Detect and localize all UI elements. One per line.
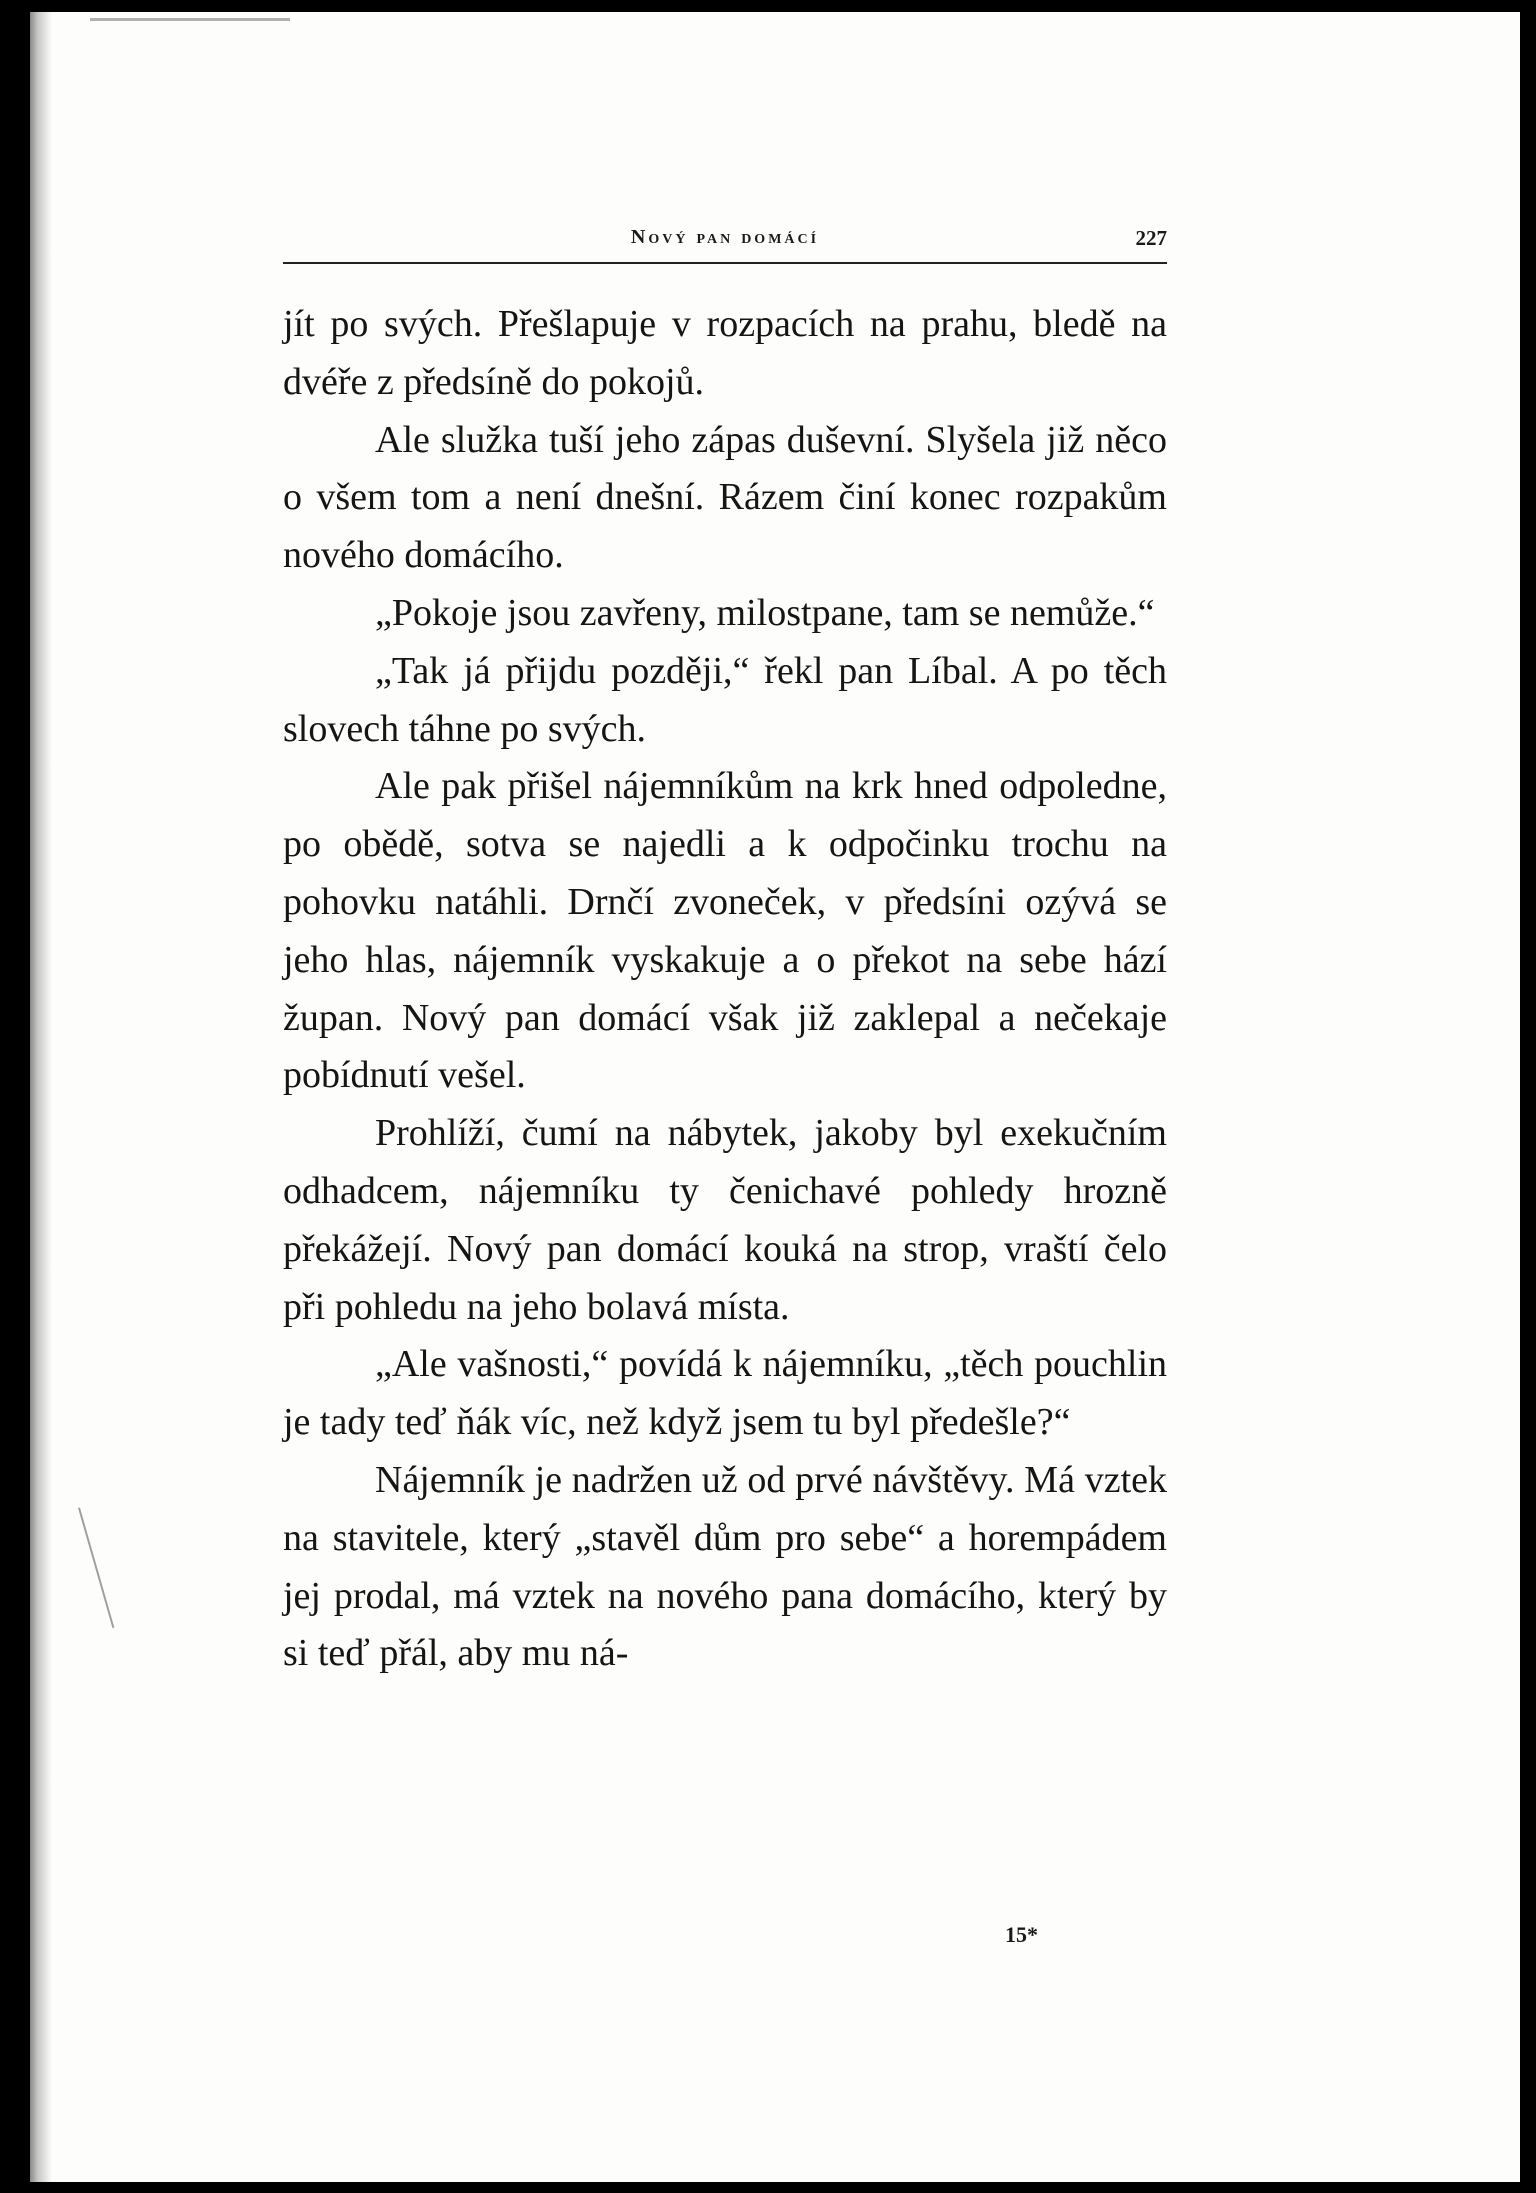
paragraph: Prohlíží, čumí na nábytek, jakoby byl exekučním odhadcem, nájemníku ty čenichavé pohledy hrozně překážejí. Nový pan domácí kouká na strop, vraští čelo při pohledu na jeho bolavá místa. <box>283 1112 1167 1328</box>
paragraph: „Pokoje jsou zavřeny, milostpane, tam se nemůže.“ <box>375 591 1155 634</box>
paragraph: Ale služka tuší jeho zápas duševní. Slyšela již něco o všem tom a není dnešní. Rázem činí konec rozpakům nového domácího. <box>283 418 1167 577</box>
body-text <box>283 296 1167 1683</box>
running-title: Nový pan domácí <box>630 226 820 248</box>
scan-mark <box>90 18 290 21</box>
page-gutter-shadow <box>30 12 52 2182</box>
page-number: 227 <box>1135 226 1167 250</box>
paragraph: „Ale vašnosti,“ povídá k nájemníku, „těch pouchlin je tady teď ňák víc, než když jsem tu byl předešle?“ <box>283 1343 1167 1444</box>
paragraph: jít po svých. Přešlapuje v rozpacích na prahu, bledě na dvéře z předsíně do pokojů. <box>283 303 1167 403</box>
paragraph: „Tak já přijdu později,“ řekl pan Líbal. A po těch slovech táhne po svých. <box>283 649 1167 750</box>
page-header <box>283 222 1167 264</box>
paragraph: Ale pak přišel nájemníkům na krk hned odpoledne, po obědě, sotva se najedli a k odpočinku trochu na pohovku natáhli. Drnčí zvoneček, v předsíni ozývá se jeho hlas, nájemník vyskakuje a o překot na sebe hází župan. Nový pan domácí však již zaklepal a nečekaje pobídnutí vešel. <box>283 765 1167 1097</box>
paragraph: Nájemník je nadržen už od prvé návštěvy. Má vztek na stavitele, který „stavěl dům pro sebe“ a horempádem jej prodal, má vztek na nového pana domácího, který by si teď přál, aby mu ná- <box>283 1458 1167 1675</box>
printer-signature-mark: 15* <box>1005 1922 1038 1947</box>
scan-edge <box>1520 0 1536 2193</box>
